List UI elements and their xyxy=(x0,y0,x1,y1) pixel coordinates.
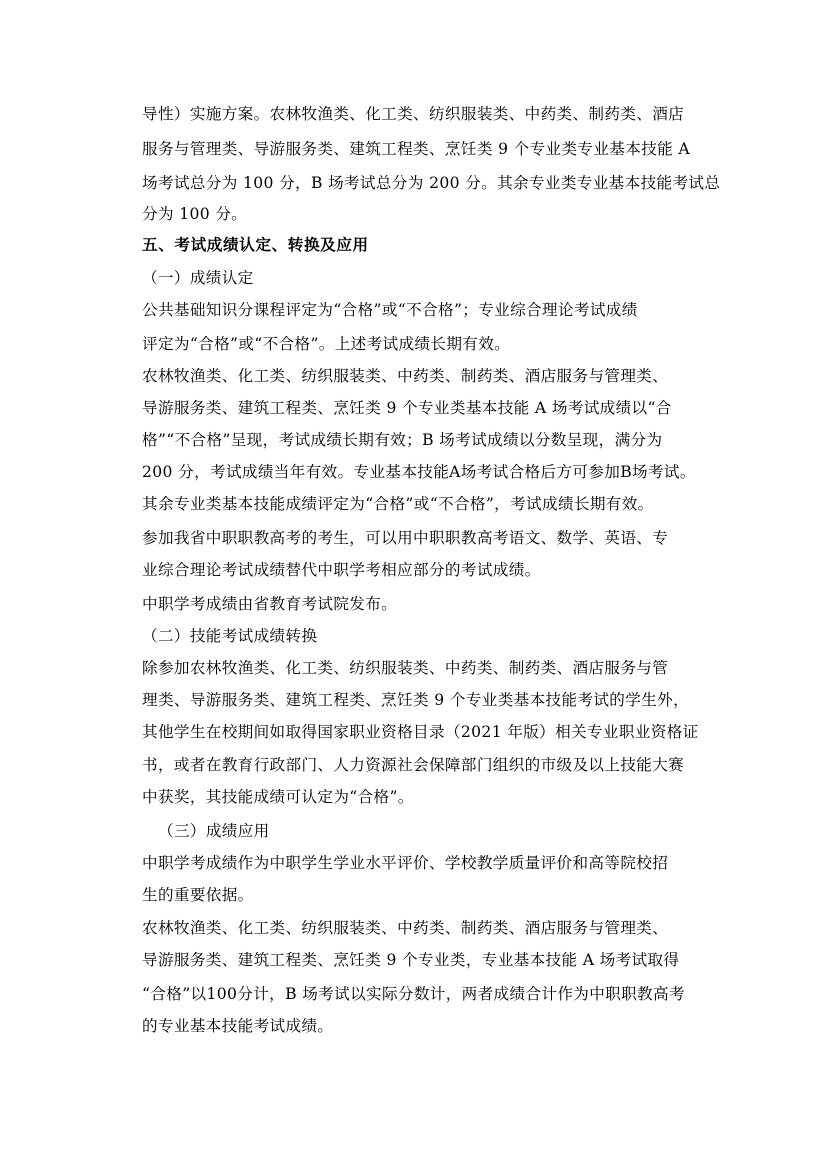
paragraph-line: 导性）实施方案。农林牧渔类、化工类、纺织服装类、中药类、制药类、酒店 xyxy=(142,105,685,123)
paragraph-line: 业综合理论考试成绩替代中职学考相应部分的考试成绩。 xyxy=(142,561,541,579)
subsection-heading: （一）成绩认定 xyxy=(142,269,254,287)
paragraph-line: 农林牧渔类、化工类、纺织服装类、中药类、制药类、酒店服务与管理类、 xyxy=(142,919,669,937)
paragraph-line: “合格”以100分计，B 场考试以实际分数计，两者成绩合计作为中职职教高考 xyxy=(142,985,685,1003)
paragraph-line: 理类、导游服务类、建筑工程类、烹饪类 9 个专业类基本技能考试的学生外， xyxy=(142,691,690,709)
paragraph-line: 中职学考成绩作为中职学生学业水平评价、学校教学质量评价和高等院校招 xyxy=(142,854,669,872)
paragraph-line: 评定为“合格”或“不合格”。上述考试成绩长期有效。 xyxy=(142,335,511,353)
paragraph-line: 格”“不合格”呈现，考试成绩长期有效；B 场考试成绩以分数呈现，满分为 xyxy=(142,431,663,449)
paragraph-line: 服务与管理类、导游服务类、建筑工程类、烹饪类 9 个专业类专业基本技能 A xyxy=(142,140,691,158)
paragraph-line: 导游服务类、建筑工程类、烹饪类 9 个专业类，专业基本技能 A 场考试取得 xyxy=(142,951,680,969)
paragraph-line: 中职学考成绩由省教育考试院发布。 xyxy=(142,595,398,613)
paragraph-line: 书，或者在教育行政部门、人力资源社会保障部门组织的市级及以上技能大赛 xyxy=(142,756,685,774)
paragraph-line: 200 分，考试成绩当年有效。专业基本技能A场考试合格后方可参加B场考试。 xyxy=(142,463,696,481)
subsection-heading: （二）技能考试成绩转换 xyxy=(142,627,318,645)
paragraph-line: 除参加农林牧渔类、化工类、纺织服装类、中药类、制药类、酒店服务与管 xyxy=(142,659,669,677)
subsection-heading: （三）成绩应用 xyxy=(158,822,270,840)
paragraph-line: 公共基础知识分课程评定为“合格”或“不合格”；专业综合理论考试成绩 xyxy=(142,301,638,319)
paragraph-line: 导游服务类、建筑工程类、烹饪类 9 个专业类基本技能 A 场考试成绩以“合 xyxy=(142,399,672,417)
paragraph-line: 场考试总分为 100 分，B 场考试总分为 200 分。其余专业类专业基本技能考试总 xyxy=(142,174,721,192)
paragraph-line: 其他学生在校期间如取得国家职业资格目录（2021 年版）相关专业职业资格证 xyxy=(142,723,699,741)
paragraph-line: 中获奖，其技能成绩可认定为“合格”。 xyxy=(142,788,414,806)
paragraph-line: 分为 100 分。 xyxy=(142,205,248,223)
paragraph-line: 参加我省中职职教高考的考生，可以用中职职教高考语文、数学、英语、专 xyxy=(142,529,669,547)
paragraph-line: 生的重要依据。 xyxy=(142,886,254,904)
paragraph-line: 农林牧渔类、化工类、纺织服装类、中药类、制药类、酒店服务与管理类、 xyxy=(142,367,669,385)
paragraph-line: 其余专业类基本技能成绩评定为“合格”或“不合格”，考试成绩长期有效。 xyxy=(142,495,654,513)
section-heading: 五、考试成绩认定、转换及应用 xyxy=(142,236,369,254)
paragraph-line: 的专业基本技能考试成绩。 xyxy=(142,1017,334,1035)
